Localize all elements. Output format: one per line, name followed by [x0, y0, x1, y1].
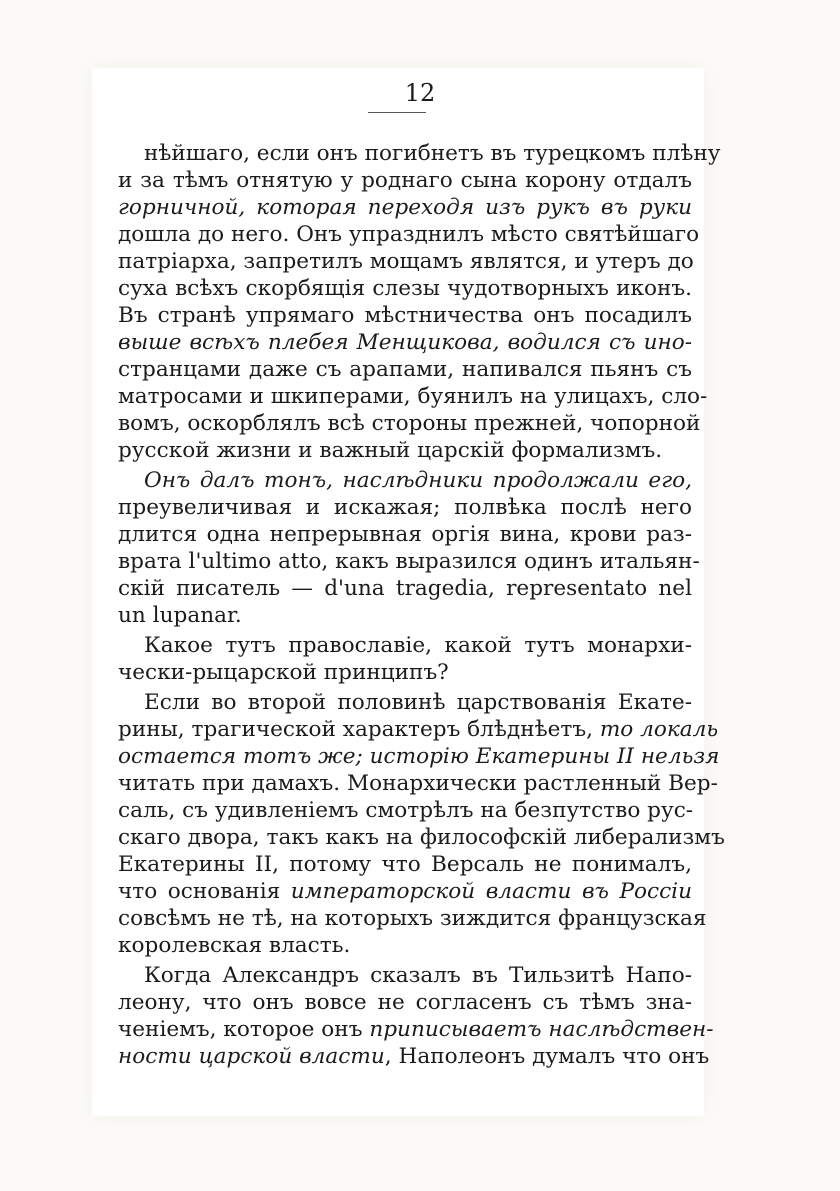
text-line [118, 329, 692, 356]
text-line: и за тѣмъ отнятую у роднаго сына корону отдалъ [118, 168, 692, 193]
page-number: 12 [404, 79, 436, 107]
text-line: ченіемъ, которое онъ приписываетъ наслѣдствен- [118, 1017, 714, 1042]
emphasis: остается тотъ же; исторію Екатерины II нельзя [118, 744, 720, 769]
text-line: Когда Александръ сказалъ въ Тильзитѣ Напо- [144, 963, 692, 988]
text-line: матросами и шкиперами, буянилъ на улицахъ, сло- [118, 384, 708, 409]
emphasis: выше всѣхъ плебея Менщикова, водился съ ино- [118, 330, 692, 355]
emphasis: императорской власти въ Россіи [290, 879, 692, 904]
text-line: саль, съ удивленіемъ смотрѣлъ на безпутство рус- [118, 798, 694, 823]
paragraph [118, 962, 714, 1070]
text-line: длится одна непрерывная оргія вина, крови раз- [118, 522, 692, 547]
text-line: Въ странѣ упрямаго мѣстничества онъ посадилъ [118, 303, 692, 328]
text-line: патріарха, запретилъ мощамъ являтся, и утеръ до [118, 249, 694, 274]
paragraph [118, 140, 721, 464]
text-line: Какое тутъ православіе, какой тутъ монархи- [144, 633, 692, 658]
paragraph [118, 467, 700, 629]
paragraph [118, 632, 692, 686]
text-line: вомъ, оскорблялъ всѣ стороны прежней, чопорной [118, 411, 701, 436]
text-line: рины, трагической характеръ блѣднѣетъ, то локаль [118, 717, 719, 742]
text-line: дошла до него. Онъ упразднилъ мѣсто святѣйшаго [118, 222, 700, 247]
emphasis: ности царской власти [118, 1044, 385, 1069]
text-line: врата l'ultimo atto, какъ выразился одинъ итальян- [118, 549, 700, 574]
text-line: чески-рыцарской принципъ? [118, 660, 449, 685]
emphasis: то локаль [599, 717, 719, 742]
text-line: странцами даже съ арапами, напивался пьянъ съ [118, 357, 692, 382]
text-line: скій писатель — d'una tragedia, representato nel [118, 576, 692, 601]
text-line: читать при дамахъ. Монархически растленный Вер- [118, 771, 718, 796]
text-line: Екатерины II, потому что Версаль не понималъ, [118, 852, 692, 877]
text-line: королевская власть. [118, 933, 351, 958]
text-line: суха всѣхъ скорбящія слезы чудотворныхъ иконъ. [118, 276, 692, 301]
text-line: нѣйшаго, если онъ погибнетъ въ турецкомъ плѣну [144, 141, 721, 166]
emphasis: горничной, которая переходя изъ рукъ въ руки [118, 195, 692, 220]
text-line [118, 194, 692, 221]
text-line: что основанія императорской власти въ Россіи [118, 879, 692, 904]
text-line [118, 467, 692, 494]
text-line: Если во второй половинѣ царствованія Екате- [144, 690, 692, 715]
text-line: скаго двора, такъ какъ на философскій либерализмъ [118, 825, 725, 850]
text-line: ности царской власти, Наполеонъ думалъ что онъ [118, 1044, 710, 1069]
text-line: русской жизни и важный царскій формализмъ. [118, 438, 663, 463]
emphasis: приписываетъ наслѣдствен- [369, 1017, 714, 1042]
paragraph [118, 689, 725, 959]
body-text [118, 140, 725, 1070]
text-line [118, 743, 720, 770]
text-line: преувеличивая и искажая; полвѣка послѣ него [118, 495, 692, 520]
text-line: un lupanar. [118, 603, 242, 628]
header-rule [368, 112, 426, 113]
emphasis: Онъ далъ тонъ, наслѣдники продолжали его, [144, 468, 692, 493]
text-line: леону, что онъ вовсе не согласенъ съ тѣмъ зна- [118, 990, 692, 1015]
text-line: совсѣмъ не тѣ, на которыхъ зиждится французская [118, 906, 707, 931]
